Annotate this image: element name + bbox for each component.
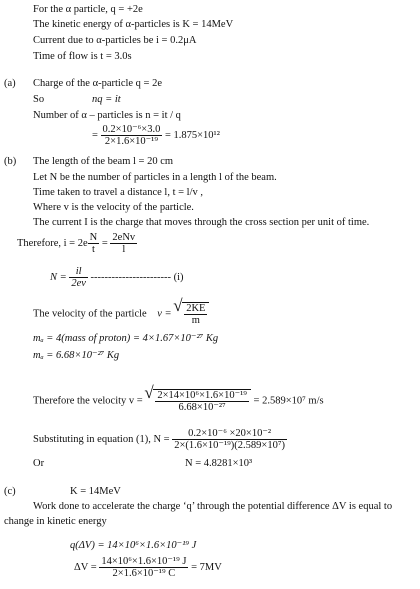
part-c-energy: K = 14MeV xyxy=(70,486,121,497)
kinetic-energy-line: The kinetic energy of α-particles is K = 14MeV xyxy=(33,19,234,30)
part-c-label: (c) xyxy=(4,486,16,497)
part-a-number-formula: Number of α – particles is n = it / q xyxy=(33,110,181,121)
part-a-so-equation: nq = it xyxy=(92,94,121,105)
velocity-calculation: Therefore the velocity v = √ $\frac{\text{2×14×10⁶×1.6×10⁻¹⁹}}{\text{6.68×10⁻²⁷}}$ = 2.589×10⁷ m/s xyxy=(33,389,324,413)
substitution-equation: Substituting in equation (1), N = $\frac{\text{0.2×10⁻⁶ ×20×10⁻²}}{\text{2×(1.6×10⁻¹⁹)(2.589×10⁷)}}$ xyxy=(33,428,285,451)
or-label: Or xyxy=(33,458,45,469)
equation-tag: ----------------------- (i) xyxy=(90,271,184,283)
work-done-line-2: change in kinetic energy xyxy=(4,516,107,527)
current-line: Current due to α-particles be i = 0.2μA xyxy=(33,35,197,46)
part-a-so: So xyxy=(33,94,45,105)
velocity-definition-line: Where v is the velocity of the particle. xyxy=(33,202,194,213)
n-equation: N = $\frac{il}{2ev}$ ----------------------- (i) xyxy=(50,266,184,289)
delta-v-equation: ΔV = $\frac{\text{14×10⁶×1.6×10⁻¹⁹ J}}{\text{2×1.6×10⁻¹⁹ C}}$ = 7MV xyxy=(74,556,222,579)
time-line: Time of flow is t = 3.0s xyxy=(33,51,132,62)
alpha-mass-value: mₐ = 6.68×10⁻²⁷ Kg xyxy=(33,350,120,361)
work-done-line: Work done to accelerate the charge ‘q’ through the potential difference ΔV is equal to xyxy=(33,501,393,512)
beam-length-line: The length of the beam l = 20 cm xyxy=(33,156,174,167)
n-result: N = 4.8281×10³ xyxy=(185,458,253,469)
current-definition-line: The current I is the charge that moves through the cross section per unit of time. xyxy=(33,217,370,228)
part-a-result: = 1.875×10¹² xyxy=(164,129,220,141)
part-b-label: (b) xyxy=(4,156,17,167)
velocity-result: = 2.589×10⁷ m/s xyxy=(253,395,324,407)
q-delta-v-equation: q(ΔV) = 14×10⁶×1.6×10⁻¹⁹ J xyxy=(70,540,197,551)
particle-count-line: Let N be the number of particles in a length l of the beam. xyxy=(33,172,277,183)
alpha-charge-line: For the α particle, q = +2e xyxy=(33,4,143,15)
current-equation: Therefore, i = 2e $\frac{N}{t}$ = $\frac{\text{2eNv}}{l}$ xyxy=(17,232,136,255)
time-taken-line: Time taken to travel a distance l, t = l/v , xyxy=(33,187,203,198)
part-a-label: (a) xyxy=(4,78,16,89)
part-a-fraction: $\frac{\text{0.2×10⁻⁶×3.0}}{\text{2×1.6×10⁻¹⁹}}$ xyxy=(102,124,161,147)
delta-v-result: = 7MV xyxy=(191,561,222,573)
velocity-formula: The velocity of the particle v = √ $\frac{2KE}{m}$ xyxy=(33,302,209,326)
part-a-calculation: = $\frac{\text{0.2×10⁻⁶×3.0}}{\text{2×1.6×10⁻¹⁹}}$ = 1.875×10¹² xyxy=(92,124,220,147)
part-a-charge: Charge of the α-particle q = 2e xyxy=(33,78,163,89)
alpha-mass-line: mₐ = 4(mass of proton) = 4×1.67×10⁻²⁷ Kg xyxy=(33,333,219,344)
